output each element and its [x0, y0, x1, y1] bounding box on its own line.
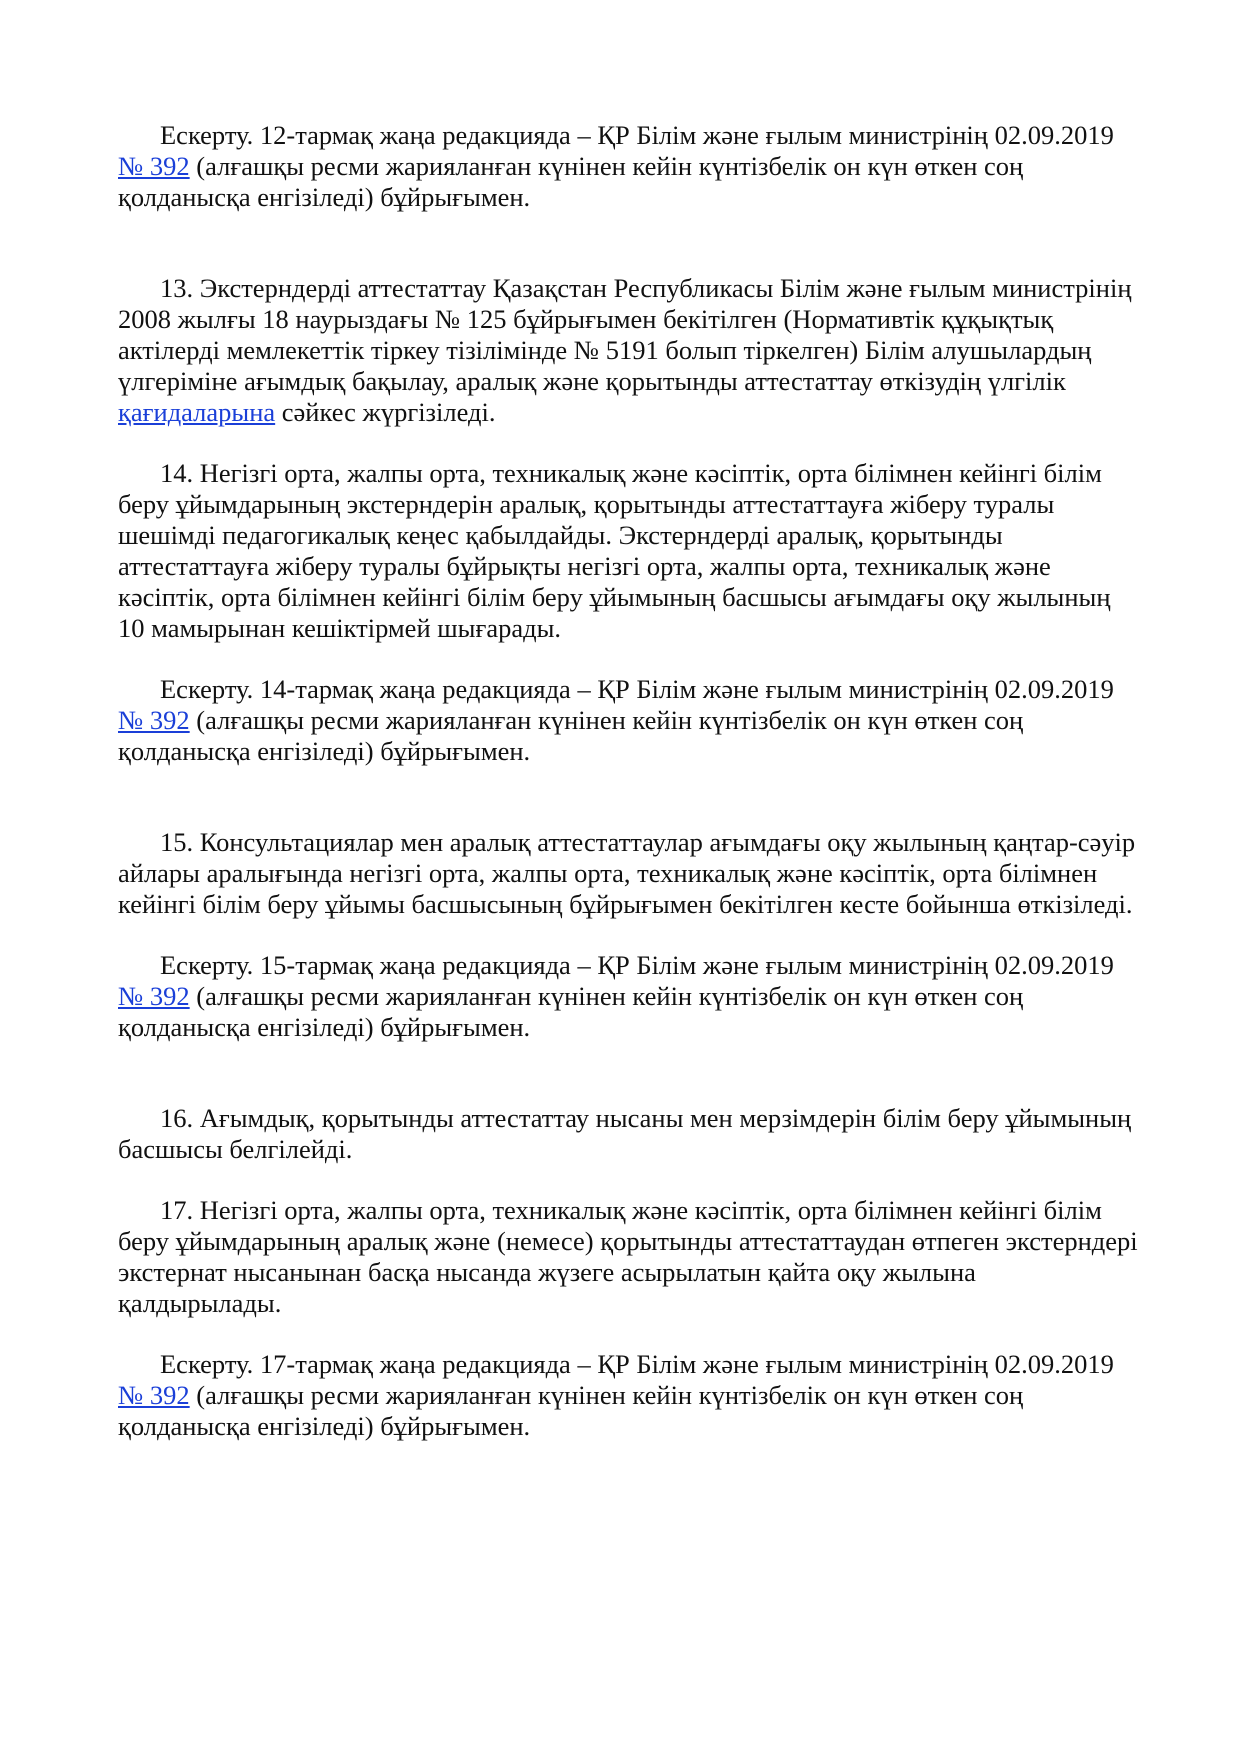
note-text: (алғашқы ресми жарияланған күнінен кейін күнтізбелік он күн өткен соң қолданысқа енгізіледі) бұйрығымен.	[118, 705, 1024, 766]
note-text: (алғашқы ресми жарияланған күнінен кейін күнтізбелік он күн өткен соң қолданысқа енгізіледі) бұйрығымен.	[118, 151, 1024, 212]
order-392-link[interactable]: № 392	[118, 1380, 190, 1410]
note-text: Ескерту. 12-тармақ жаңа редакцияда – ҚР Білім және ғылым министрінің 02.09.2019	[160, 120, 1114, 150]
note-paragraph-12	[118, 120, 1140, 213]
item-paragraph-15: 15. Консультациялар мен аралық аттестаттаулар ағымдағы оқу жылының қаңтар-сәуір айлары аралығында негізгі орта, жалпы орта, техникалық және кәсіптік, орта білімнен кейінгі білім беру ұйымы басшысының бұйрығымен бекітілген кесте бойынша өткізіледі.	[118, 827, 1136, 919]
note-text: Ескерту. 17-тармақ жаңа редакцияда – ҚР Білім және ғылым министрінің 02.09.2019	[160, 1349, 1114, 1379]
item-paragraph-17: 17. Негізгі орта, жалпы орта, техникалық және кәсіптік, орта білімнен кейінгі білім беру ұйымдарының аралық және (немесе) қорытынды аттестаттаудан өтпеген экстерндері экстернат нысанынан басқа нысанда жүзеге асырылатын қайта оқу жылына қалдырылады.	[118, 1195, 1138, 1318]
item-paragraph-16: 16. Ағымдық, қорытынды аттестаттау нысаны мен мерзімдерін білім беру ұйымының басшысы белгілейді.	[118, 1103, 1132, 1164]
note-text: (алғашқы ресми жарияланған күнінен кейін күнтізбелік он күн өткен соң қолданысқа енгізіледі) бұйрығымен.	[118, 981, 1024, 1042]
order-392-link[interactable]: № 392	[118, 151, 190, 181]
note-paragraph-14	[118, 674, 1140, 767]
note-paragraph-15	[118, 950, 1140, 1043]
item-text: 13. Экстерндерді аттестаттау Қазақстан Республикасы Білім және ғылым министрінің 2008 жылғы 18 наурыздағы № 125 бұйрығымен бекітілген (Нормативтік құқықтық актілерді мемлекеттік тіркеу тізілімінде № 5191 болып тіркелген) Білім алушылардың үлгеріміне ағымдық бақылау, аралық және қорытынды аттестаттау өткізудің үлгілік	[118, 273, 1132, 396]
note-text: Ескерту. 14-тармақ жаңа редакцияда – ҚР Білім және ғылым министрінің 02.09.2019	[160, 674, 1114, 704]
item-paragraph-13	[118, 273, 1140, 428]
note-text: (алғашқы ресми жарияланған күнінен кейін күнтізбелік он күн өткен соң қолданысқа енгізіледі) бұйрығымен.	[118, 1380, 1024, 1441]
order-392-link[interactable]: № 392	[118, 981, 190, 1011]
item-text: сәйкес жүргізіледі.	[275, 397, 496, 427]
rules-link[interactable]: қағидаларына	[118, 397, 276, 427]
item-paragraph-14: 14. Негізгі орта, жалпы орта, техникалық және кәсіптік, орта білімнен кейінгі білім беру ұйымдарының экстерндерін аралық, қорытынды аттестаттауға жіберу туралы шешімді педагогикалық кеңес қабылдайды. Экстерндерді аралық, қорытынды аттестаттауға жіберу туралы бұйрықты негізгі орта, жалпы орта, техникалық және кәсіптік, орта білімнен кейінгі білім беру ұйымының басшысы ағымдағы оқу жылының 10 мамырынан кешіктірмей шығарады.	[118, 458, 1111, 643]
order-392-link[interactable]: № 392	[118, 705, 190, 735]
note-paragraph-17	[118, 1349, 1140, 1442]
note-text: Ескерту. 15-тармақ жаңа редакцияда – ҚР Білім және ғылым министрінің 02.09.2019	[160, 950, 1114, 980]
